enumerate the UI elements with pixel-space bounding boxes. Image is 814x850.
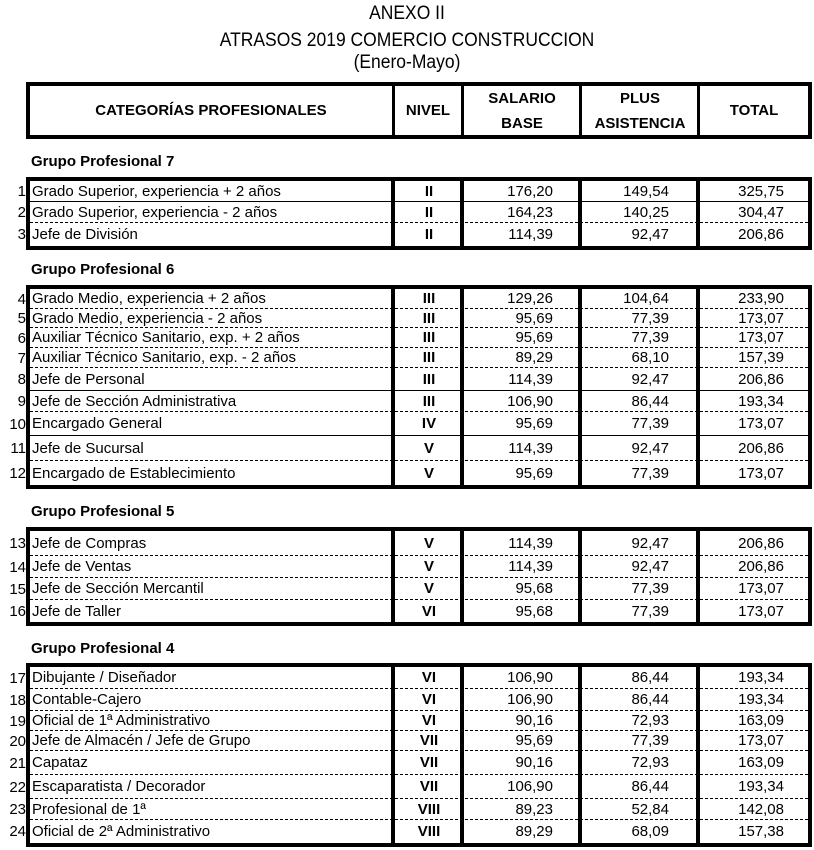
categoria-cell: Jefe de Almacén / Jefe de Grupo xyxy=(32,732,251,749)
table-row xyxy=(30,556,808,578)
plus-asistencia-cell xyxy=(582,531,698,555)
nivel-cell: II xyxy=(424,226,434,243)
total-cell xyxy=(700,328,812,347)
row-number: 10 xyxy=(9,415,26,433)
total-cell-value: 206,86 xyxy=(738,534,784,552)
nivel-cell: III xyxy=(422,329,436,346)
nivel-cell: IV xyxy=(421,415,437,432)
total-cell xyxy=(700,348,812,367)
categoria-cell: Oficial de 2ª Administrativo xyxy=(32,823,211,840)
salario-base-cell xyxy=(464,289,580,308)
group-title: Grupo Profesional 5 xyxy=(31,503,175,520)
total-cell-value: 173,07 xyxy=(738,580,784,597)
plus-asistencia-cell xyxy=(582,181,698,201)
salario-base-cell xyxy=(464,556,580,577)
categoria-cell: Encargado de Establecimiento xyxy=(32,464,236,482)
total-cell-value: 173,07 xyxy=(738,464,784,482)
total-cell xyxy=(700,181,812,201)
total-cell-value: 163,09 xyxy=(738,712,784,729)
table-row xyxy=(30,531,808,556)
nivel-cell: VII xyxy=(419,754,439,771)
plus-asistencia-cell xyxy=(582,436,698,460)
plus-asistencia-cell xyxy=(582,348,698,367)
salario-base-cell xyxy=(464,368,580,390)
group-table xyxy=(26,285,812,489)
group-title: Grupo Profesional 4 xyxy=(31,640,175,657)
total-cell xyxy=(700,689,812,710)
total-cell xyxy=(700,223,812,246)
table-row xyxy=(30,436,808,461)
nivel-cell: VI xyxy=(421,602,437,620)
row-number: 17 xyxy=(9,669,26,687)
nivel-cell: VII xyxy=(419,778,439,795)
salario-base-cell xyxy=(464,348,580,367)
total-cell-value: 206,86 xyxy=(738,226,784,243)
total-cell xyxy=(700,578,812,599)
table-row xyxy=(30,775,808,799)
row-number: 14 xyxy=(9,558,26,576)
salario-base-cell xyxy=(464,578,580,599)
table-row xyxy=(30,799,808,820)
total-cell-value: 157,38 xyxy=(738,823,784,840)
plus-asistencia-cell xyxy=(582,578,698,599)
categoria-cell: Jefe de Compras xyxy=(32,534,147,552)
plus-asistencia-cell-value: 92,47 xyxy=(631,534,669,552)
plus-asistencia-cell-value: 77,39 xyxy=(631,309,669,327)
plus-asistencia-cell-value: 77,39 xyxy=(631,732,669,749)
plus-asistencia-cell-value: 72,93 xyxy=(631,712,669,729)
plus-asistencia-cell-value: 92,47 xyxy=(631,226,669,243)
group-table xyxy=(26,663,812,847)
categoria-cell: Capataz xyxy=(32,754,88,771)
plus-asistencia-cell xyxy=(582,556,698,577)
header-salario-line1: SALARIO xyxy=(488,89,556,107)
total-cell xyxy=(700,775,812,798)
categoria-cell: Jefe de Sección Mercantil xyxy=(32,580,204,597)
column-divider xyxy=(391,289,395,485)
salario-base-cell-value: 95,69 xyxy=(515,415,553,432)
salario-base-cell-value: 106,90 xyxy=(507,691,553,708)
table-row xyxy=(30,667,808,689)
plus-asistencia-cell-value: 68,09 xyxy=(631,823,669,840)
row-number: 20 xyxy=(9,732,26,750)
salario-base-cell xyxy=(464,689,580,710)
plus-asistencia-cell xyxy=(582,309,698,327)
plus-asistencia-cell xyxy=(582,731,698,750)
table-row xyxy=(30,461,808,485)
salario-base-cell-value: 90,16 xyxy=(515,712,553,729)
table-row xyxy=(30,202,808,223)
group-title: Grupo Profesional 7 xyxy=(31,153,175,170)
column-divider xyxy=(391,667,395,843)
column-divider xyxy=(696,289,700,485)
row-number: 11 xyxy=(10,440,26,457)
table-row xyxy=(30,711,808,731)
plus-asistencia-cell xyxy=(582,667,698,688)
total-cell-value: 163,09 xyxy=(738,754,784,771)
column-divider xyxy=(578,181,582,246)
categoria-cell: Grado Medio, experiencia + 2 años xyxy=(32,290,266,307)
nivel-cell: VI xyxy=(421,669,437,686)
salario-base-cell-value: 90,16 xyxy=(515,754,553,771)
plus-asistencia-cell-value: 92,47 xyxy=(631,558,669,575)
row-number: 19 xyxy=(9,712,26,730)
salario-base-cell xyxy=(464,667,580,688)
table-row xyxy=(30,689,808,711)
column-divider xyxy=(696,531,700,622)
total-cell-value: 142,08 xyxy=(738,800,784,818)
categoria-cell: Jefe de Sucursal xyxy=(32,439,144,457)
column-divider xyxy=(578,531,582,622)
salario-base-cell xyxy=(464,223,580,246)
salario-base-cell-value: 95,69 xyxy=(515,464,553,482)
categoria-cell: Grado Superior, experiencia - 2 años xyxy=(32,203,278,221)
salario-base-cell-value: 164,23 xyxy=(507,203,553,221)
row-number: 9 xyxy=(17,393,26,410)
row-number: 22 xyxy=(9,778,26,796)
row-number: 3 xyxy=(17,226,26,243)
salario-base-cell-value: 114,39 xyxy=(508,558,553,575)
plus-asistencia-cell-value: 77,39 xyxy=(631,602,669,620)
total-cell-value: 157,39 xyxy=(738,349,784,366)
plus-asistencia-cell xyxy=(582,711,698,730)
plus-asistencia-cell-value: 86,44 xyxy=(631,778,669,795)
plus-asistencia-cell xyxy=(582,391,698,411)
plus-asistencia-cell-value: 92,47 xyxy=(631,370,669,388)
header-nivel: NIVEL xyxy=(405,102,451,119)
nivel-cell: III xyxy=(422,349,436,366)
plus-asistencia-cell xyxy=(582,289,698,308)
row-number: 13 xyxy=(9,535,26,552)
salario-base-cell xyxy=(464,202,580,222)
column-divider xyxy=(460,667,464,843)
total-cell-value: 173,07 xyxy=(738,732,784,749)
salario-base-cell xyxy=(464,820,580,843)
total-cell-value: 193,34 xyxy=(738,778,784,795)
total-cell-value: 173,07 xyxy=(738,329,784,346)
nivel-cell: V xyxy=(423,580,434,597)
total-cell-value: 325,75 xyxy=(738,182,784,200)
table-row xyxy=(30,223,808,246)
nivel-cell: II xyxy=(424,203,434,221)
salario-base-cell xyxy=(464,775,580,798)
plus-asistencia-cell xyxy=(582,223,698,246)
group-table xyxy=(26,177,812,250)
header-plus-asistencia xyxy=(582,86,698,135)
plus-asistencia-cell xyxy=(582,412,698,435)
total-cell xyxy=(700,436,812,460)
row-number: 23 xyxy=(9,801,26,818)
header-plus-line2: ASISTENCIA xyxy=(594,114,686,132)
row-number: 2 xyxy=(17,204,26,221)
table-row xyxy=(30,368,808,391)
row-number: 16 xyxy=(9,602,26,620)
plus-asistencia-cell-value: 77,39 xyxy=(631,415,669,432)
categoria-cell: Jefe de División xyxy=(32,226,138,243)
categoria-cell: Encargado General xyxy=(32,415,163,432)
total-cell xyxy=(700,289,812,308)
column-divider xyxy=(391,181,395,246)
nivel-cell: VIII xyxy=(417,823,441,840)
column-divider xyxy=(696,181,700,246)
table-row xyxy=(30,820,808,843)
plus-asistencia-cell-value: 86,44 xyxy=(631,392,669,410)
plus-asistencia-cell-value: 52,84 xyxy=(631,800,669,818)
nivel-cell: V xyxy=(423,439,434,457)
salario-base-cell xyxy=(464,711,580,730)
salario-base-cell xyxy=(464,799,580,819)
total-cell xyxy=(700,412,812,435)
categoria-cell: Jefe de Personal xyxy=(32,370,145,388)
nivel-cell: VI xyxy=(421,712,437,729)
total-cell xyxy=(700,751,812,774)
plus-asistencia-cell-value: 77,39 xyxy=(631,464,669,482)
salario-base-cell-value: 95,69 xyxy=(515,329,553,346)
row-number: 24 xyxy=(9,823,26,840)
categoria-cell: Jefe de Sección Administrativa xyxy=(32,392,237,410)
column-divider xyxy=(391,531,395,622)
salario-base-cell-value: 106,90 xyxy=(507,778,553,795)
total-cell xyxy=(700,391,812,411)
plus-asistencia-cell xyxy=(582,689,698,710)
salario-base-cell-value: 114,39 xyxy=(508,370,553,388)
column-divider xyxy=(578,667,582,843)
row-number: 6 xyxy=(17,329,26,347)
total-cell xyxy=(700,731,812,750)
categoria-cell: Oficial de 1ª Administrativo xyxy=(32,712,211,729)
nivel-cell: V xyxy=(423,534,434,552)
salario-base-cell-value: 89,29 xyxy=(515,823,553,840)
nivel-cell: VI xyxy=(421,691,437,708)
salario-base-cell xyxy=(464,751,580,774)
nivel-cell: V xyxy=(423,464,434,482)
total-cell-value: 193,34 xyxy=(738,691,784,708)
row-number: 12 xyxy=(9,464,26,482)
plus-asistencia-cell-value: 68,10 xyxy=(631,349,669,366)
plus-asistencia-cell-value: 149,54 xyxy=(623,182,669,200)
plus-asistencia-cell-value: 92,47 xyxy=(631,439,669,457)
salario-base-cell xyxy=(464,731,580,750)
salario-base-cell-value: 95,68 xyxy=(515,602,553,620)
categoria-cell: Profesional de 1ª xyxy=(32,800,146,818)
salario-base-cell-value: 95,69 xyxy=(515,309,553,327)
header-categorias: CATEGORÍAS PROFESIONALES xyxy=(95,102,327,119)
header-salario-base xyxy=(464,86,580,135)
plus-asistencia-cell xyxy=(582,368,698,390)
plus-asistencia-cell xyxy=(582,600,698,622)
total-cell xyxy=(700,202,812,222)
salario-base-cell-value: 106,90 xyxy=(507,669,553,686)
plus-asistencia-cell-value: 77,39 xyxy=(631,580,669,597)
salario-base-cell-value: 106,90 xyxy=(507,392,553,410)
salario-base-cell xyxy=(464,600,580,622)
salario-base-cell-value: 89,23 xyxy=(515,800,553,818)
nivel-cell: V xyxy=(423,558,434,575)
table-row xyxy=(30,412,808,436)
nivel-cell: II xyxy=(424,182,434,200)
categoria-cell: Escaparatista / Decorador xyxy=(32,778,206,795)
row-number: 15 xyxy=(9,580,26,598)
total-cell xyxy=(700,531,812,555)
salario-base-cell-value: 89,29 xyxy=(515,349,553,366)
total-cell xyxy=(700,461,812,485)
total-cell xyxy=(700,820,812,843)
plus-asistencia-cell-value: 140,25 xyxy=(623,203,669,221)
plus-asistencia-cell xyxy=(582,775,698,798)
total-cell xyxy=(700,711,812,730)
table-row xyxy=(30,348,808,368)
salario-base-cell xyxy=(464,309,580,327)
salario-base-cell xyxy=(464,531,580,555)
header-total: TOTAL xyxy=(729,102,779,119)
categoria-cell: Jefe de Taller xyxy=(32,602,121,620)
categoria-cell: Jefe de Ventas xyxy=(32,558,132,575)
total-cell-value: 206,86 xyxy=(738,370,784,388)
plus-asistencia-cell-value: 77,39 xyxy=(631,329,669,346)
plus-asistencia-cell-value: 104,64 xyxy=(623,290,669,307)
salario-base-cell-value: 95,69 xyxy=(515,732,553,749)
plus-asistencia-cell-value: 86,44 xyxy=(631,669,669,686)
group-title: Grupo Profesional 6 xyxy=(31,261,175,278)
column-divider xyxy=(460,531,464,622)
nivel-cell: III xyxy=(422,370,436,388)
plus-asistencia-cell xyxy=(582,799,698,819)
salario-base-cell xyxy=(464,436,580,460)
total-cell-value: 206,86 xyxy=(738,439,784,457)
table-row xyxy=(30,600,808,622)
categoria-cell: Grado Superior, experiencia + 2 años xyxy=(32,182,281,200)
annex-title: ANEXO II xyxy=(369,3,445,24)
salario-base-cell-value: 176,20 xyxy=(507,182,553,200)
plus-asistencia-cell xyxy=(582,461,698,485)
salario-base-cell-value: 95,68 xyxy=(515,580,553,597)
salario-base-cell xyxy=(464,328,580,347)
table-header xyxy=(26,82,812,139)
group-table xyxy=(26,527,812,626)
salario-base-cell xyxy=(464,461,580,485)
total-cell xyxy=(700,309,812,327)
nivel-cell: VIII xyxy=(417,800,441,818)
categoria-cell: Grado Medio, experiencia - 2 años xyxy=(32,309,263,327)
header-plus-line1: PLUS xyxy=(619,89,660,107)
salario-base-cell-value: 114,39 xyxy=(508,534,553,552)
column-divider xyxy=(460,181,464,246)
row-number: 5 xyxy=(17,310,26,327)
plus-asistencia-cell xyxy=(582,751,698,774)
nivel-cell: III xyxy=(422,290,436,307)
nivel-cell: III xyxy=(422,392,436,410)
categoria-cell: Dibujante / Diseñador xyxy=(32,669,177,686)
row-number: 4 xyxy=(17,290,26,308)
table-row xyxy=(30,578,808,600)
total-cell xyxy=(700,799,812,819)
table-row xyxy=(30,309,808,328)
total-cell-value: 206,86 xyxy=(738,558,784,575)
total-cell xyxy=(700,556,812,577)
row-number: 18 xyxy=(9,691,26,709)
table-row xyxy=(30,328,808,348)
salario-base-cell xyxy=(464,181,580,201)
column-divider xyxy=(578,289,582,485)
total-cell xyxy=(700,600,812,622)
nivel-cell: III xyxy=(422,309,436,327)
total-cell-value: 173,07 xyxy=(738,602,784,620)
total-cell-value: 233,90 xyxy=(738,290,784,307)
column-divider xyxy=(460,289,464,485)
table-row xyxy=(30,751,808,775)
salario-base-cell xyxy=(464,391,580,411)
salario-base-cell-value: 114,39 xyxy=(508,439,553,457)
categoria-cell: Auxiliar Técnico Sanitario, exp. - 2 años xyxy=(32,349,297,366)
plus-asistencia-cell-value: 86,44 xyxy=(631,691,669,708)
table-row xyxy=(30,181,808,202)
categoria-cell: Auxiliar Técnico Sanitario, exp. + 2 años xyxy=(32,329,300,346)
total-cell-value: 193,34 xyxy=(738,669,784,686)
row-number: 7 xyxy=(17,349,26,367)
row-number: 1 xyxy=(17,183,26,200)
salario-base-cell-value: 129,26 xyxy=(507,290,553,307)
plus-asistencia-cell xyxy=(582,328,698,347)
table-row xyxy=(30,391,808,412)
plus-asistencia-cell xyxy=(582,820,698,843)
table-row xyxy=(30,289,808,309)
column-divider xyxy=(696,667,700,843)
total-cell xyxy=(700,667,812,688)
period-subtitle: (Enero-Mayo) xyxy=(353,52,461,73)
categoria-cell: Contable-Cajero xyxy=(32,691,142,708)
total-cell-value: 173,07 xyxy=(738,415,784,432)
salario-base-cell xyxy=(464,412,580,435)
row-number: 8 xyxy=(17,371,26,388)
document-title: ATRASOS 2019 COMERCIO CONSTRUCCION xyxy=(219,30,595,51)
total-cell-value: 304,47 xyxy=(738,203,784,221)
table-row xyxy=(30,731,808,751)
header-salario-line2: BASE xyxy=(501,114,543,132)
total-cell-value: 173,07 xyxy=(738,309,784,327)
total-cell xyxy=(700,368,812,390)
total-cell-value: 193,34 xyxy=(738,392,784,410)
salario-base-cell-value: 114,39 xyxy=(508,226,553,243)
plus-asistencia-cell-value: 72,93 xyxy=(631,754,669,771)
nivel-cell: VII xyxy=(419,732,439,749)
plus-asistencia-cell xyxy=(582,202,698,222)
row-number: 21 xyxy=(9,754,26,772)
